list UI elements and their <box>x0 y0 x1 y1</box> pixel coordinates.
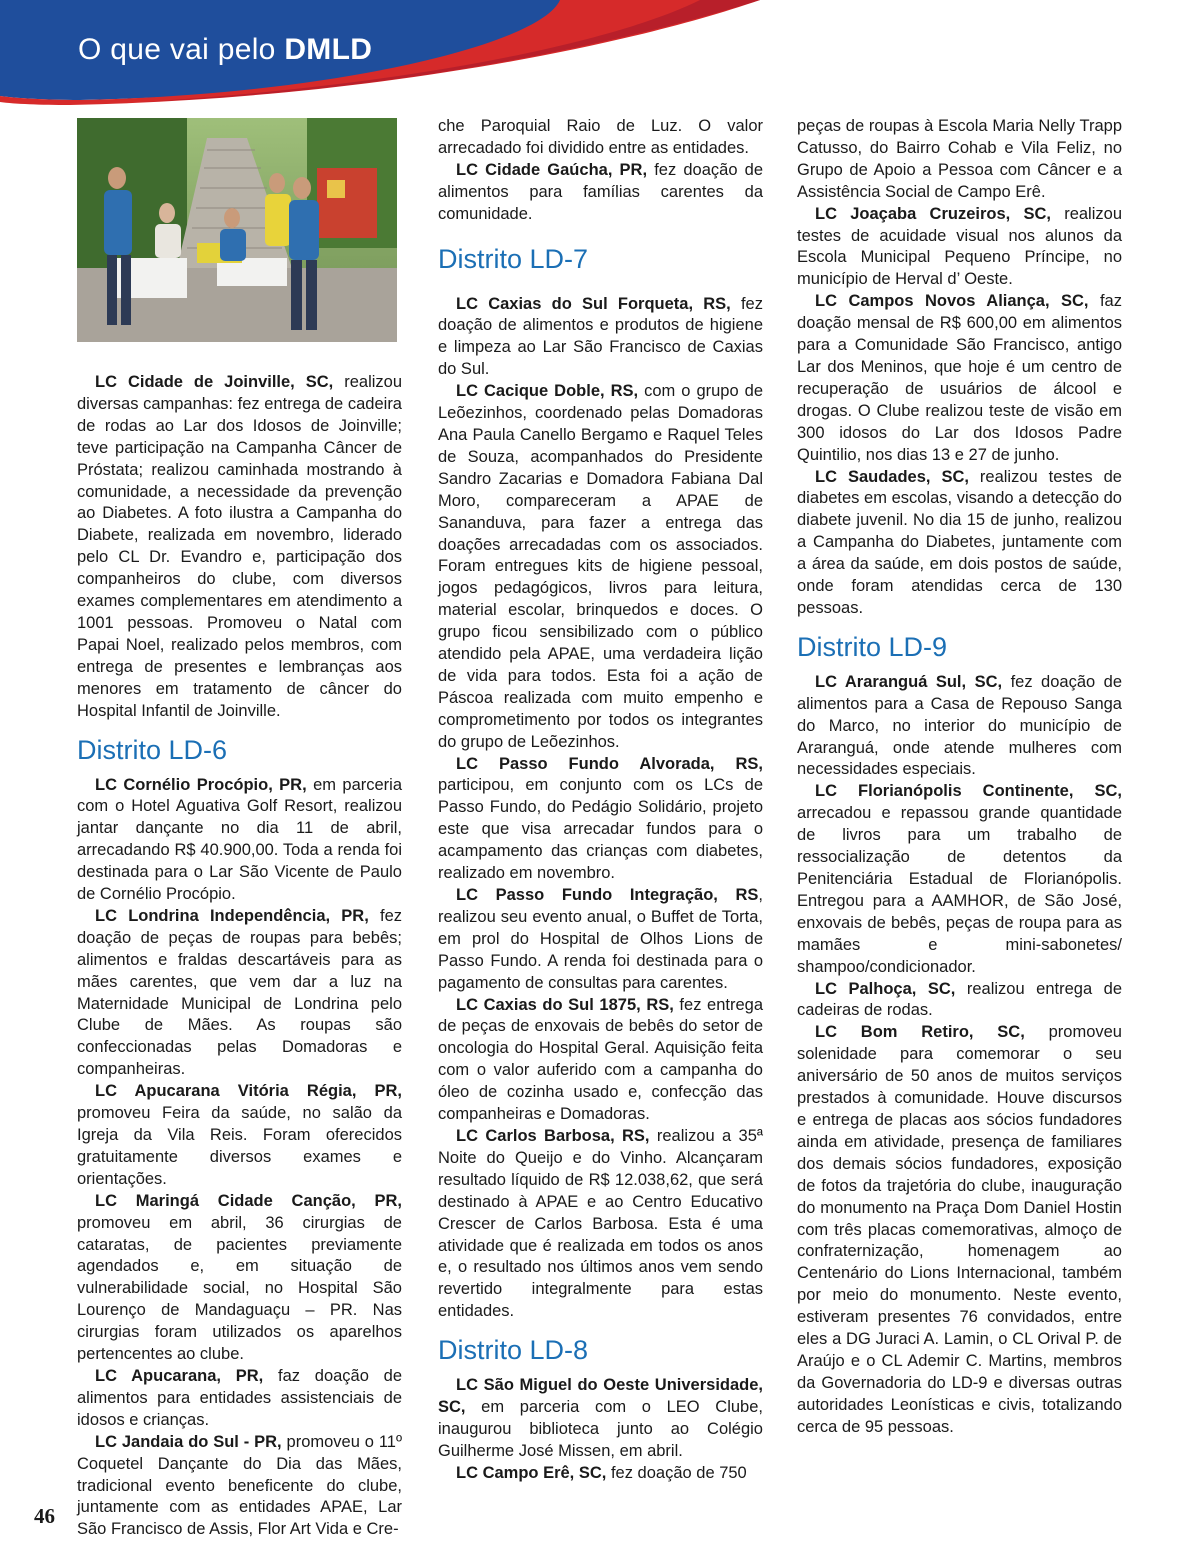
club-entry: LC São Miguel do Oeste Universidade, SC, em parceria com o LEO Clube, inaugurou biblioteca junto ao Colégio Guilherme José Missen, em abril. <box>438 1376 763 1460</box>
club-entry: LC Campos Novos Aliança, SC, faz doação mensal de R$ 600,00 em alimentos para a Comunidade São Francisco, antigo Lar dos Meninos, que hoje é um centro de recuperação de usuários de álcool e drogas. O Clube realizou teste de visão em 300 idosos do Lar dos Idosos Padre Quintilio, nos dias 13 e 27 de junho. <box>797 292 1122 464</box>
club-entry: LC Caxias do Sul 1875, RS, fez entrega de peças de enxovais de bebês do setor de oncologia do Hospital Geral. Aquisição feita com o valor auferido com a campanha do óleo de cozinha usado e, confecção das companheiras e Domadoras. <box>438 995 763 1124</box>
club-entry: LC Caxias do Sul Forqueta, RS, fez doação de alimentos e produtos de higiene e limpeza ao Lar São Francisco de Caxias do Sul. <box>438 294 763 379</box>
club-entry: LC Araranguá Sul, SC, fez doação de alimentos para a Casa de Repouso Sanga do Marco, no interior do município de Araranguá, onde atende mulheres com necessidades especiais. <box>797 672 1123 779</box>
header-title-light: O que vai pelo <box>78 33 276 66</box>
section-heading-ld7: Distrito LD-7 <box>438 243 589 274</box>
column-1 <box>77 116 402 1541</box>
club-entry: LC Florianópolis Continente, SC, arrecadou e repassou grande quantidade de livros para um trabalho de ressocialização de detentos da Penitenciária Estadual de Florianópolis. Entregou para a AAMHOR, de São José, enxovais de bebês, peças de roupa para as mamães e mini-sabonetes/ shampoo/condicionador. <box>797 782 1122 976</box>
column-3 <box>797 116 1122 1439</box>
event-photo <box>77 118 397 342</box>
club-entry: LC Apucarana, PR, faz doação de alimentos para entidades assistenciais de idosos e crianças. <box>77 1366 403 1429</box>
club-entry: LC Cornélio Procópio, PR, em parceria com o Hotel Aguativa Golf Resort, realizou jantar dançante no dia 11 de abril, arrecadando R$ 40.900,00. Toda a renda foi destinada para o Lar São Vicente de Paulo de Cornélio Procópio. <box>77 775 403 904</box>
section-heading-ld9: Distrito LD-9 <box>797 631 948 662</box>
club-entry: LC Londrina Independência, PR, fez doação de peças de roupas para bebês; alimentos e fraldas descartáveis para as mães carentes, que vem dar a luz na Maternidade Municipal de Londrina pelo Clube de Mães. As roupas são confeccionadas pelas Domadoras e companheiras. <box>77 906 402 1079</box>
club-entry: LC Campo Erê, SC, fez doação de 750 <box>456 1463 747 1482</box>
club-entry: LC Bom Retiro, SC, promoveu solenidade para comemorar o seu aniversário de 50 anos de muitos serviços prestados à comunidade. Houve discursos e entrega de placas aos sócios fundadores ainda em atividade, presença de familiares dos demais sócios fundadores, exposição de fotos da trajetória do clube, inauguração do monumento na Praça Dom Daniel Hostin com três placas comemorativas, almoço de confraternização, homenagem ao Centenário do Lions Internacional, também por meio do monumento. Neste evento, estiveram presentes 76 convidados, entre eles a DG Juraci A. Lamin, o CL Orival P. de Araújo e o CL Ademir C. Martins, membros da Governadoria do LD-9 e diversas outras autoridades Leonísticas e civis, totalizando cerca de 95 pessoas. <box>797 1023 1122 1436</box>
section-heading-ld8: Distrito LD-8 <box>438 1335 589 1366</box>
club-entry: LC Joaçaba Cruzeiros, SC, realizou testes de acuidade visual nos alunos da Escola Municipal Pequeno Príncipe, no município de Herval d’ Oeste. <box>797 204 1122 289</box>
club-entry: LC Saudades, SC, realizou testes de diabetes em escolas, visando a detecção do diabete juvenil. No dia 15 de junho, realizou a Campanha do Diabetes, juntamente com a área da saúde, em dois postos de saúde, onde foram atendidas cerca de 130 pessoas. <box>797 467 1122 617</box>
club-entry: LC Jandaia do Sul - PR, promoveu o 11º Coquetel Dançante do Dia das Mães, tradicional evento beneficente do clube, juntamente com as entidades APAE, Lar São Francisco de Assis, Flor Art Vida e Cre- <box>77 1432 402 1539</box>
section-heading-ld6: Distrito LD-6 <box>77 734 228 765</box>
continued-text: peças de roupas à Escola Maria Nelly Trapp Catusso, do Bairro Cohab e Vila Feliz, no Grupo de Apoio a Pessoa com Câncer e a Assistência Social de Campo Erê. <box>797 117 1122 201</box>
continued-text: che Paroquial Raio de Luz. O valor arrecadado foi dividido entre as entidades. <box>438 117 763 157</box>
club-entry: LC Palhoça, SC, realizou entrega de cadeiras de rodas. <box>797 979 1122 1020</box>
page-header-title <box>78 30 372 70</box>
club-entry: LC Apucarana Vitória Régia, PR, promoveu Feira da saúde, no salão da Igreja da Vila Reis. Foram oferecidos gratuitamente diversos exames e orientações. <box>77 1082 402 1188</box>
column-2 <box>438 116 763 1485</box>
club-entry: LC Passo Fundo Alvorada, RS, participou, em conjunto com os LCs de Passo Fundo, do Pedágio Solidário, projeto este que visa arrecadar fundos para o acampamento das crianças com diabetes, realizado em novembro. <box>438 754 763 883</box>
club-entry: LC Carlos Barbosa, RS, realizou a 35ª Noite do Queijo e do Vinho. Alcançaram resultado líquido de R$ 12.038,62, que será destinado à APAE e ao Centro Educativo Crescer de Carlos Barbosa. Esta é uma atividade que é realizada em todos os anos e, o resultado nos últimos anos vem sendo revertido integralmente para estas entidades. <box>438 1126 764 1321</box>
header-title-bold: DMLD <box>284 33 373 66</box>
club-entry: LC Cacique Doble, RS, com o grupo de Leõezinhos, coordenado pelas Domadoras Ana Paula Canello Bergamo e Raquel Teles de Souza, acompanhados do Presidente Sandro Zacarias e Domadora Fabiana Dal Moro, compareceram a APAE de Sananduva, para fazer a entrega das doações arrecadadas com os associados. Foram entregues kits de higiene pessoal, jogos pedagógicos, livros para leitura, material escolar, brinquedos e doces. O grupo ficou sensibilizado com o público atendido pela APAE, uma verdadeira lição de vida para todos. Esta foi a ação de Páscoa realizada com muito empenho e comprometimento por todos os integrantes do grupo de Leõezinhos. <box>438 382 763 751</box>
page-number: 46 <box>34 1504 55 1528</box>
club-entry: LC Passo Fundo Integração, RS, realizou seu evento anual, o Buffet de Torta, em prol do Hospital de Olhos Lions de Passo Fundo. A renda foi destinada para o pagamento de consultas para carentes. <box>438 886 763 992</box>
club-entry: LC Cidade Gaúcha, PR, fez doação de alimentos para famílias carentes da comunidade. <box>438 160 763 223</box>
club-entry: LC Cidade de Joinville, SC, realizou diversas campanhas: fez entrega de cadeira de rodas ao Lar dos Idosos de Joinville; teve participação na Campanha Câncer de Próstata; realizou caminhada mostrando à comunidade, a necessidade da prevenção ao Diabetes. A foto ilustra a Campanha do Diabete, realizada em novembro, liderado pelo CL Dr. Evandro e, participação dos companheiros do clube, com diversos exames complementares em atendimento a 1001 pessoas. Promoveu o Natal com Papai Noel, realizado pelos membros, com entrega de presentes e lembranças aos menores em tratamento de câncer do Hospital Infantil de Joinville. <box>77 373 402 720</box>
club-entry: LC Maringá Cidade Canção, PR, promoveu em abril, 36 cirurgias de cataratas, de pacientes previamente agendados e, em situação de vulnerabilidade social, no Hospital São Lourenço de Mandaguaçu – PR. Nas cirurgias foram utilizados os aparelhos pertencentes ao clube. <box>77 1191 402 1364</box>
